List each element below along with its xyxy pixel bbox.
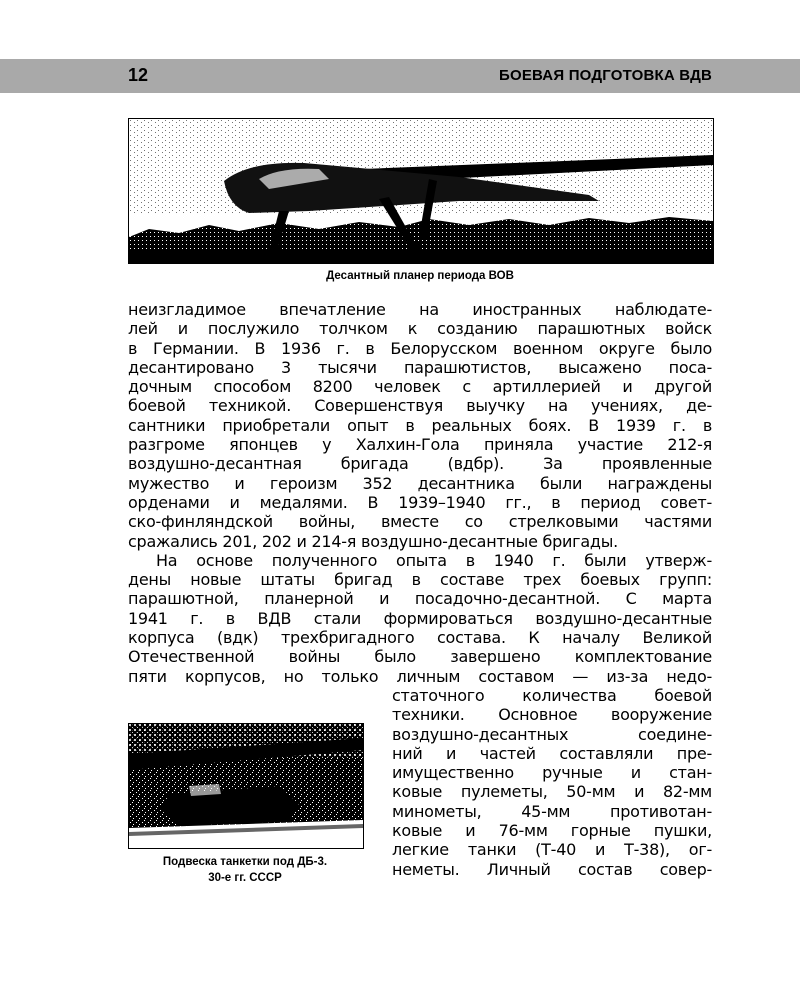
- text-line: боевой техникой. Совершенствуя выучку на учениях, де-: [128, 396, 712, 416]
- text-line: лей и послужило толчком к созданию парашютных войск: [128, 319, 712, 339]
- text-line: легкие танки (Т-40 и Т-38), ог-: [392, 840, 712, 860]
- text-line: сражались 201, 202 и 214-я воздушно-десантные бригады.: [128, 531, 618, 551]
- running-header: [0, 59, 800, 93]
- text-line: десантировано 3 тысячи парашютистов, высажено поса-: [128, 357, 712, 377]
- text-line: воздушно-десантная бригада (вдбр). За проявленные: [128, 454, 712, 474]
- text-line: неметы. Личный состав совер-: [392, 859, 712, 879]
- glider-photo: [128, 118, 714, 264]
- text-line: разгроме японцев у Халхин-Гола приняла участие 212-я: [128, 435, 712, 455]
- text-line: дены новые штаты бригад в составе трех боевых групп:: [128, 570, 712, 590]
- text-line: ковые и 76-мм горные пушки,: [392, 821, 712, 841]
- text-line: минометы, 45-мм противотан-: [392, 801, 712, 821]
- text-line: парашютной, планерной и посадочно-десантной. С марта: [128, 589, 712, 609]
- paragraph-1: [128, 300, 712, 551]
- text-line: дочным способом 8200 человек с артиллерией и другой: [128, 377, 712, 397]
- text-line: 1941 г. в ВДВ стали формироваться воздушно-десантные: [128, 608, 712, 628]
- glider-caption: Десантный планер периода ВОВ: [326, 270, 514, 282]
- text-line: корпуса (вдк) трехбригадного состава. К началу Великой: [128, 628, 712, 648]
- paragraph-2-wrap-text: [392, 686, 712, 879]
- text-line: статочного количества боевой: [392, 685, 712, 705]
- text-line: пяти корпусов, но только личным составом — из-за недо-: [128, 666, 712, 686]
- tankette-caption-line-1: Подвеска танкетки под ДБ-3.: [162, 856, 328, 868]
- text-line: орденами и медалями. В 1939–1940 гг., в период совет-: [128, 492, 712, 512]
- text-line: ний и частей составляли пре-: [392, 743, 712, 763]
- tankette-caption-line-2: 30-е гг. СССР: [208, 872, 282, 884]
- text-line: На основе полученного опыта в 1940 г. были утверж-: [156, 550, 712, 570]
- running-title: БОЕВАЯ ПОДГОТОВКА ВДВ: [498, 67, 712, 84]
- text-line: мужество и героизм 352 десантника были награждены: [128, 473, 712, 493]
- text-line: техники. Основное вооружение: [392, 705, 712, 725]
- glider-photo-image: [129, 119, 713, 263]
- tankette-photo-image: [129, 724, 363, 848]
- tankette-caption: [128, 854, 362, 886]
- text-line: имущественно ручные и стан-: [392, 763, 712, 783]
- text-line: ско-финляндской войны, вместе со стрелковыми частями: [128, 512, 712, 532]
- text-line: сантники приобретали опыт в реальных боях. В 1939 г. в: [128, 415, 712, 435]
- text-line: в Германии. В 1936 г. в Белорусском военном округе было: [128, 338, 712, 358]
- text-line: Отечественной войны было завершено комплектование: [128, 647, 712, 667]
- page-number: 12: [128, 65, 149, 85]
- paragraph-2: [128, 551, 712, 686]
- tankette-photo: [128, 723, 364, 849]
- text-line: неизгладимое впечатление на иностранных наблюдате-: [128, 300, 712, 319]
- text-line: воздушно-десантных соедине-: [392, 724, 712, 744]
- text-line: ковые пулеметы, 50-мм и 82-мм: [392, 782, 712, 802]
